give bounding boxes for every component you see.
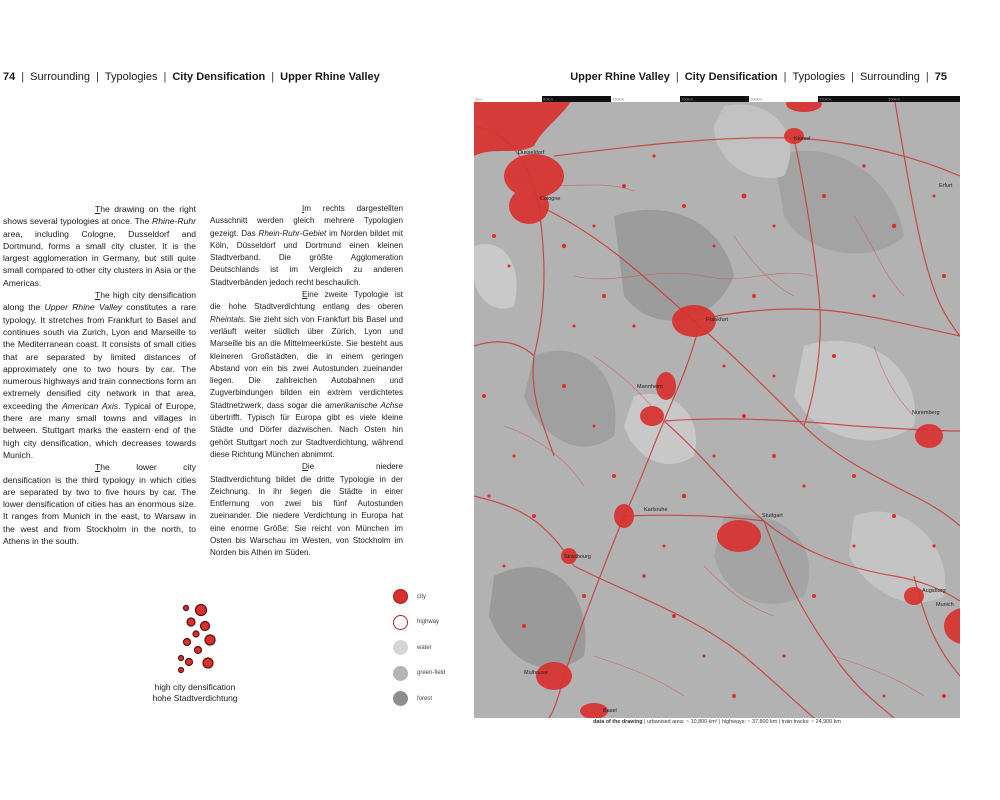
map-label-karlsruhe: Karlsruhe xyxy=(644,507,668,513)
page-number-left: 74 xyxy=(3,71,16,83)
crumb-city-densification: City Densification xyxy=(172,71,266,83)
water-swatch-icon xyxy=(393,640,408,655)
legend-item-highway: highway xyxy=(393,610,445,636)
high-density-diagram-icon xyxy=(165,600,225,680)
highway-swatch-icon xyxy=(393,615,408,630)
urban-density-map xyxy=(474,96,960,718)
map-label-stuttgart: Stuttgart xyxy=(762,513,783,519)
divider: | xyxy=(851,71,854,83)
diagram-caption xyxy=(125,682,265,703)
crumb-upper-rhine-valley: Upper Rhine Valley xyxy=(280,71,380,83)
german-text-column xyxy=(210,203,403,560)
scale-tick-100: 100km xyxy=(612,96,625,102)
scale-tick-200: 200km xyxy=(750,96,763,102)
map-label-mulhouse: Mulhouse xyxy=(524,670,548,676)
footnote-tracks: train tracks: ~ 24,900 km xyxy=(781,719,841,725)
crumb-surrounding: Surrounding xyxy=(859,71,920,83)
map-label-frankfurt: Frankfurt xyxy=(706,317,729,323)
divider: | xyxy=(925,71,929,83)
scale-tick-50: 50km xyxy=(543,96,553,102)
paragraph-3: Die niedere Stadtverdichtung bildet die dritte Typologie in der Zeichnung. In ihr liegen die Städte in einer Entfernung von zwei bis fünf Autostunden zueinander. Die niedere Verdichtung in Europa hat eine enorme Größe: Sie reicht von München im Osten bis Warschau im Westen, von Stockholm im Norden bis Athen im Süden. xyxy=(210,462,403,558)
scale-tick-300: 300km xyxy=(888,96,901,102)
city-swatch-icon xyxy=(393,589,408,604)
footnote-urbanised: urbanised area: ~ 10,800 km² xyxy=(646,719,718,725)
footnote-highways: highways: ~ 37,800 km xyxy=(721,719,778,725)
divider: | xyxy=(783,71,787,83)
legend-item-green-field: green-field xyxy=(393,661,445,687)
map-label-augsburg: Augsburg xyxy=(922,588,946,594)
header-left-breadcrumb xyxy=(3,71,380,83)
green-field-swatch-icon xyxy=(393,666,408,681)
map-label-dusseldorf: Dusseldorf xyxy=(518,150,545,156)
map-label-strasbourg: Strasbourg xyxy=(564,554,591,560)
divider: | xyxy=(675,71,679,83)
divider: | xyxy=(163,71,167,83)
paragraph-2: The high city densification along the Upper Rhine Valley constitutes a rare typology. It stretches from Frankfurt to Basel and continues south via Zurich, Lyon and Marseille to the Mediterranean coast. It consists of small cities that are separated by limited distances of approximately one to two hours by car. The numerous highways and train connections form an extremely densified city network in that area, exceeding the American Axis. Typical of Europe, there are many small towns and villages in between. Stuttgart marks the eastern end of the high city densification, which decreases towards Munich. xyxy=(3,290,197,460)
map-footnote: data of the drawing | urbanised area: ~ 10,800 km² | highways: ~ 37,800 km | train tracks: ~ 24,900 km xyxy=(593,719,841,725)
caption-english: high city densification xyxy=(154,682,236,692)
divider: | xyxy=(271,71,275,83)
paragraph-1: The drawing on the right shows several typologies at once. The Rhine-Ruhr area, including Cologne, Dusseldorf and Dortmund, forms a small city cluster. It is the largest agglomeration in Germany, but still quite small compared to other city clusters in Asia or the Americas. xyxy=(3,204,196,288)
page-number-right: 75 xyxy=(934,71,947,83)
crumb-typologies: Typologies xyxy=(792,71,846,83)
map-scale-bar xyxy=(474,96,960,102)
footnote-title: data of the drawing xyxy=(593,719,643,725)
map-label-basel: Basel xyxy=(603,708,617,714)
crumb-surrounding: Surrounding xyxy=(30,71,91,83)
caption-german: hohe Stadtverdichtung xyxy=(152,692,238,703)
divider: | xyxy=(21,71,25,83)
map-legend xyxy=(393,584,445,712)
legend-item-city: city xyxy=(393,584,445,610)
crumb-city-densification: City Densification xyxy=(684,71,778,83)
map-label-erfurt: Erfurt xyxy=(939,183,953,189)
paragraph-1: Im rechts dargestellten Ausschnitt werden gleich mehrere Typologien gezeigt. Das Rhein-Ruhr-Gebiet im Norden bildet mit Köln, Düsseldorf und Dortmund einen kleinen Stadtverband. Die größte Agglomeration Deutschlands ist im Vergleich zu anderen Stadtverbänden jedoch recht beschaulich. xyxy=(210,204,403,287)
scale-tick-250: 250km xyxy=(819,96,832,102)
crumb-upper-rhine-valley: Upper Rhine Valley xyxy=(570,71,670,83)
map-label-kassel: Kassel xyxy=(794,136,811,142)
crumb-typologies: Typologies xyxy=(104,71,158,83)
scale-tick-0: 0km xyxy=(475,96,483,102)
map-label-mannheim: Mannheim xyxy=(637,384,663,390)
map-label-nuremberg: Nuremberg xyxy=(912,410,940,416)
divider: | xyxy=(96,71,99,83)
english-text-column xyxy=(3,203,196,547)
header-right-breadcrumb xyxy=(570,71,947,83)
paragraph-2: Eine zweite Typologie ist die hohe Stadtverdichtung entlang des oberen Rheintals. Sie zieht sich von Frankfurt bis Basel und verläuft weiter südlich über Zürich, Lyon und Marseille bis an die Mittelmeerküste. Sie besteht aus kleineren Großstädten, die in einem geringen Abstand von ein bis zwei Autostunden zueinander liegen. Die zahlreichen Autobahnen und Zugverbindungen bilden ein extrem verdichtetes Stadtnetzwerk, dass sogar die amerikanische Achse übertrifft. Typisch für Europa gibt es viele kleine Städte und Dörfer dazwischen. Nach Osten hin gehört Stuttgart noch zur Stadtverdichtung, während diese Richtung München abnimmt. xyxy=(210,290,403,459)
map-label-cologne: Cologne xyxy=(540,196,561,202)
map-label-munich: Munich xyxy=(936,602,954,608)
legend-item-water: water xyxy=(393,635,445,661)
paragraph-3: The lower city densification is the third typology in which cities are separated by two to five hours by car. The lower densification of cities has an enormous size. It ranges from Munich in the east, to Warsaw in the west and from Stockholm in the north, to Athens in the south. xyxy=(3,462,196,547)
scale-tick-150: 150km xyxy=(681,96,694,102)
forest-swatch-icon xyxy=(393,691,408,706)
legend-item-forest: forest xyxy=(393,686,445,712)
